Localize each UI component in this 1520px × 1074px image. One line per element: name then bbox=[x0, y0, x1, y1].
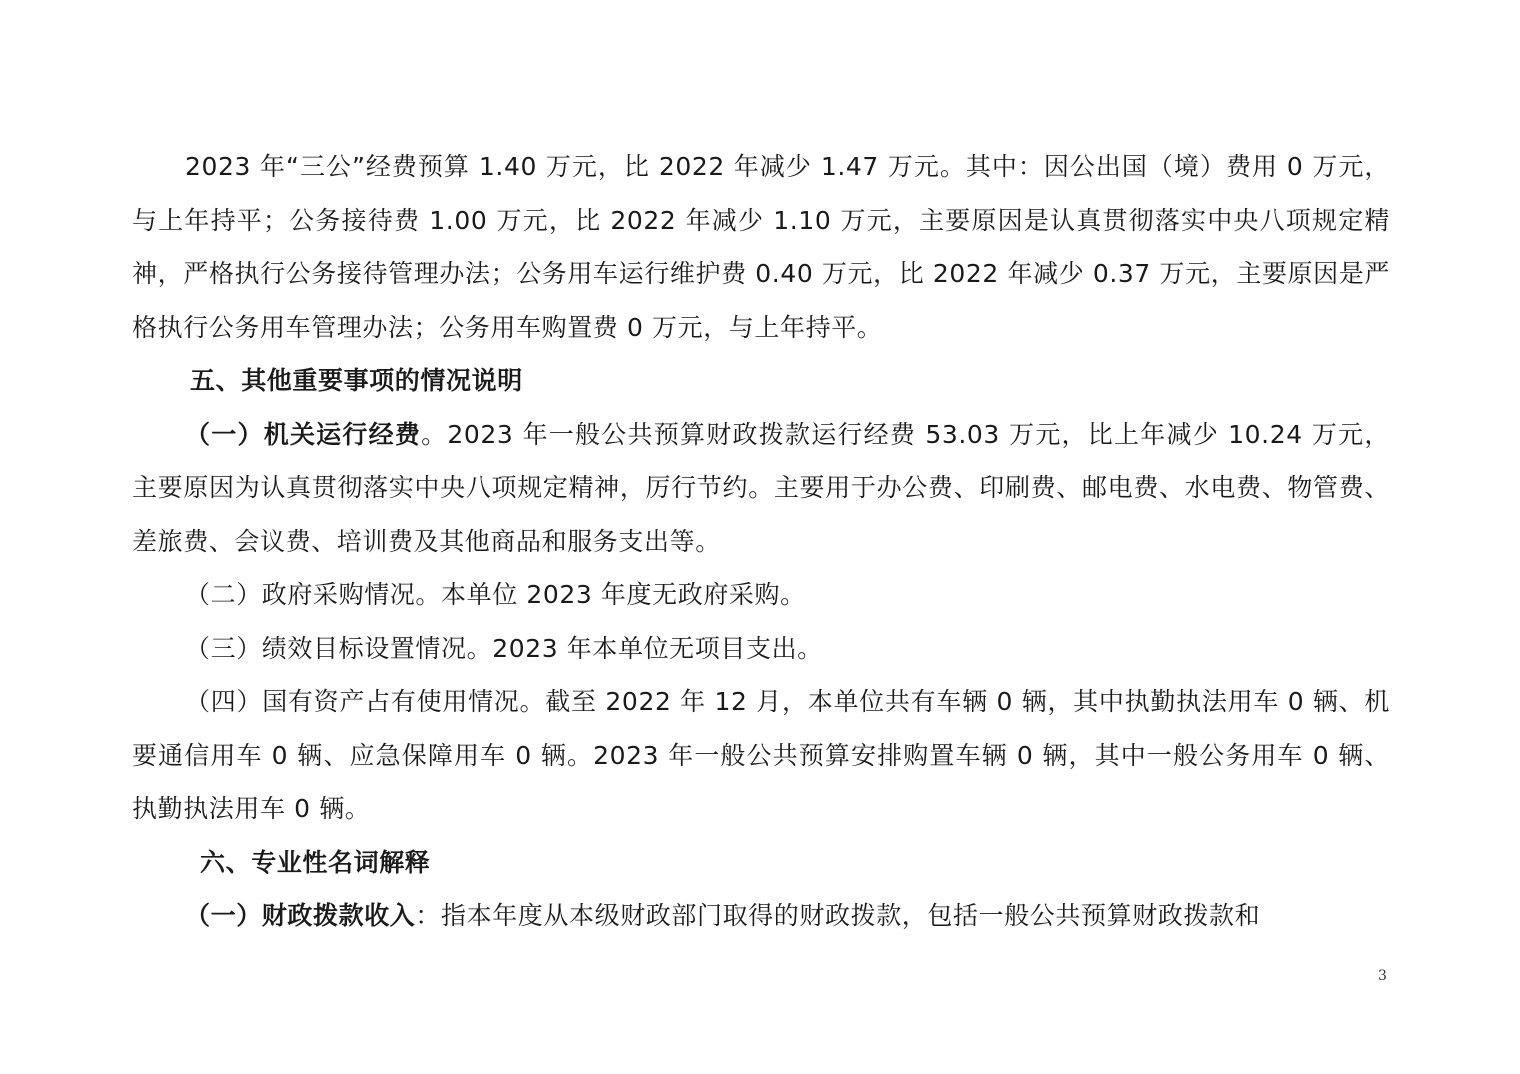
paragraph-fiscal-appropriation bbox=[132, 889, 1390, 943]
paragraph-operating-expenses bbox=[132, 408, 1390, 569]
term-text-fiscal-appropriation: ：指本年度从本级财政部门取得的财政拨款，包括一般公共预算财政拨款和 bbox=[415, 901, 1261, 930]
paragraph-performance-targets bbox=[132, 622, 1390, 676]
page-number: 3 bbox=[1378, 968, 1387, 984]
item-lead-operating-expenses: （一）机关运行经费 bbox=[185, 419, 422, 449]
item-text-government-procurement: 。本单位 2023 年度无政府采购。 bbox=[415, 580, 806, 609]
item-text-performance-targets: 。2023 年本单位无项目支出。 bbox=[466, 633, 823, 663]
item-lead-performance-targets: （三）绩效目标设置情况 bbox=[185, 633, 467, 663]
item-lead-government-procurement: （二）政府采购情况 bbox=[185, 580, 416, 609]
term-lead-fiscal-appropriation: （一）财政拨款收入 bbox=[185, 901, 416, 930]
paragraph-state-assets bbox=[132, 675, 1390, 836]
section-heading-terminology: 六、专业性名词解释 bbox=[200, 847, 431, 877]
item-lead-state-assets: （四）国有资产占有使用情况 bbox=[185, 687, 520, 716]
section-heading-other-matters: 五、其他重要事项的情况说明 bbox=[190, 366, 523, 395]
item-text-state-assets: 。截至 2022 年 12 月，本单位共有车辆 0 辆，其中执勤执法用车 0 辆、机要通信用车 0 辆、应急保障用车 0 辆。2023 年一般公共预算安排购置车辆 0 辆，其中一般公务用车 0 辆、执勤执法用车 0 辆。 bbox=[132, 687, 1390, 823]
paragraph-government-procurement bbox=[132, 568, 1390, 622]
paragraph-text: 2023 年“三公”经费预算 1.40 万元，比 2022 年减少 1.47 万元。其中：因公出国（境）费用 0 万元，与上年持平；公务接待费 1.00 万元，比 2022 年减少 1.10 万元，主要原因是认真贯彻落实中央八项规定精神，严格执行公务接待管理办法；公务用车运行维护费 0.40 万元，比 2022 年减少 0.37 万元，主要原因是严格执行公务用车管理办法；公务用车购置费 0 万元，与上年持平。 bbox=[132, 152, 1390, 342]
paragraph-sangong-budget bbox=[132, 140, 1390, 354]
document-body bbox=[132, 140, 1390, 943]
item-text-operating-expenses: 。2023 年一般公共预算财政拨款运行经费 53.03 万元，比上年减少 10.24 万元，主要原因为认真贯彻落实中央八项规定精神，厉行节约。主要用于办公费、印刷费、邮电费、水电费、物管费、差旅费、会议费、培训费及其他商品和服务支出等。 bbox=[132, 419, 1390, 556]
